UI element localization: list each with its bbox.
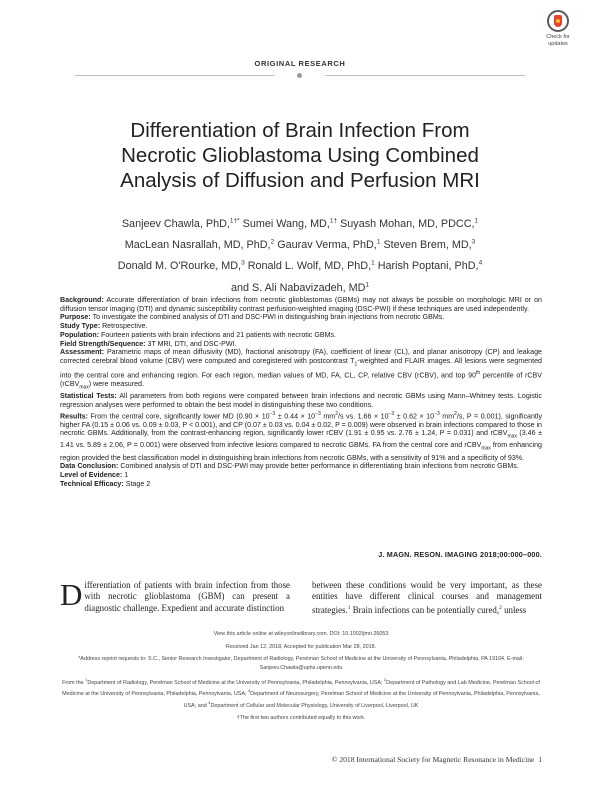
copyright: © 2018 International Society for Magnetic Resonance in Medicine: [331, 755, 535, 764]
divider-dot: [297, 73, 302, 78]
abstract-field-strength: Field Strength/Sequence: 3T MRI, DTI, and DSC-PWI.: [60, 339, 237, 348]
equal-contribution-note: †The first two authors contributed equally to this work.: [236, 714, 366, 721]
crossmark-icon: [547, 10, 569, 32]
author: Suyash Mohan, MD, PDCC,$^1$: [340, 217, 479, 230]
drop-cap: D: [60, 577, 83, 612]
section-label: ORIGINAL RESEARCH: [254, 59, 346, 68]
article-title: [40, 118, 560, 193]
abstract-study-type: Study Type: Retrospective.: [60, 322, 148, 331]
body-column-left: Differentiation of patients with brain infection from those with necrotic glioblastoma (GBM) can present a diagnostic challenge. Expedient and accurate distinction: [60, 577, 290, 613]
author: Sanjeev Chawla, PhD,$^{1\dagger*}$: [121, 217, 240, 230]
affiliations-note: From the $^1$Department of Radiology, Perelman School of Medicine at the University of Pennsylvania, Philadelphia, Pennsylvania, USA; $^2$Department of Pathology and Lab Medicine, Perelman School of Medicine at the University of Pennsylvania, Philadelphia, Pennsylvania, USA; $^3$Department of Neurosurgery, Perelman School of Medicine at the University of Pennsylvania, Philadelphia, Pennsylvania, USA; and $^4$Department of Cellular and Molecular Physiology, University of Liverpool, Liverpool, UK: [62, 677, 540, 709]
page-footer: [300, 755, 542, 764]
doi-note: View this article online at wileyonlinelibrary.com. DOI: 10.1002/jmri.26053: [213, 631, 389, 637]
address-note: *Address reprint requests to: S.C., Senior Research Investigator, Department of Radiology, Perelman School of Medicine at the University of Pennsylvania, Philadelphia, PA 19104. E-mail: Sanjeev.Chawla@uphs.upenn.edu: [78, 656, 524, 671]
title-line: Differentiation of Brain Infection From: [130, 119, 470, 142]
abstract-population: Population: Fourteen patients with brain infections and 21 patients with necrotic GBMs.: [60, 330, 337, 339]
author: Ronald L. Wolf, MD, PhD,$^1$: [247, 259, 375, 273]
divider: [325, 75, 525, 76]
badge-label: Check for updates: [546, 34, 570, 47]
title-line: Necrotic Glioblastoma Using Combined: [121, 144, 479, 167]
abstract-background: Background: Accurate differentiation of brain infections from necrotic glioblastomas (GBMs) may not always be possible on morphologic MRI or on diffusion tensor imaging (DTI) and dynamic susceptibility contrast perfusion-weighted imaging (DSC-PWI) if these techniques are used independently.: [60, 296, 542, 313]
author: Harish Poptani, PhD,$^4$: [377, 259, 483, 273]
check-for-updates-badge[interactable]: [538, 10, 578, 56]
abstract-statistical-tests: Statistical Tests: All parameters from both regions were compared between brain infections and necrotic GBMs using Mann–Whitney tests. Logistic regression analyses were performed to obtain the best model in distinguishing these two conditions.: [60, 392, 542, 409]
received-note: Received Jan 12, 2018, Accepted for publication Mar 28, 2018.: [225, 643, 377, 650]
abstract-purpose: Purpose: To investigate the combined analysis of DTI and DSC-PWI in distinguishing brain injections from necrotic GBMs.: [60, 313, 445, 322]
footnotes: [60, 630, 542, 726]
abstract-assessment: Assessment: Parametric maps of mean diffusivity (MD), fractional anisotropy (FA), coefficient of linear (CL), and planar anisotropy (CP) and leakage corrected cerebral blood volume (CBV) were computed and coregistered with postcontrast $T_1$-weighted and FLAIR images. All lesions were segmented into the central core and enhancing region. For each region, median values of MD, FA, CL, CP, relative CBV (rCBV), and top 90th percentile of rCBV (rCBV$_{max}$) were measured.: [60, 348, 542, 391]
abstract-efficacy: Technical Efficacy: Stage 2: [60, 479, 151, 488]
author: MacLean Nasrallah, MD, PhD,$^2$: [124, 238, 275, 251]
author-list: [80, 212, 520, 298]
body-column-right: between these conditions would be very important, as these entities have different clinical courses and management strategies.$^1$ Brain infections can be potentially cured,$^2$ unless: [312, 580, 542, 615]
author: Gaurav Verma, PhD,$^1$: [277, 238, 381, 251]
author: and S. Ali Nabavizadeh, $MD^1$: [230, 281, 370, 294]
abstract: [60, 296, 542, 488]
divider: [75, 75, 275, 76]
title-line: Analysis of Diffusion and Perfusion MRI: [120, 169, 480, 192]
page-number: 1: [538, 755, 542, 764]
author: Sumei Wang, MD,$^{1\dagger}$: [242, 217, 338, 230]
abstract-results: Results: From the central core, significantly lower MD ($0.90 \times 10^{-3} \pm 0.44 \times 10^{-3}$ $mm^2/s$ vs. $1.66 \times 10^{-3} \pm 0.62 \times 10^{-3}$ $mm^2/s$, P = 0.001), significantly higher FA (0.15 ± 0.06 vs. 0.09 ± 0.03, P < 0.001), and CP (0.07 ± 0.03 vs. 0.04 ± 0.02, P = 0.009) were observed in brain infections compared to those in necrotic GBMs. Additionally, from the contrast-enhancing region, significantly lower rCBV (1.91 ± 0.95 vs. 2.76 ± 1.24, P = 0.031) and rCBV$_{max}$ (3.46 ± 1.41 vs. 5.89 ± 2.06, P = 0.001) were observed from infective lesions compared to necrotic GBMs. FA from the central core and rCBV$_{max}$ from enhancing region provided the best classification model in distinguishing brain infections from necrotic GBMs, with a sensitivity of 91% and a specificity of 93%.: [60, 410, 542, 462]
author: Steven Brem, MD,$^3$: [383, 238, 476, 251]
journal-citation: J. MAGN. RESON. IMAGING 2018;00:000–000.: [378, 550, 542, 559]
abstract-evidence: Level of Evidence: 1: [60, 471, 129, 479]
author: Donald M. O'Rourke, MD,$^3$: [117, 259, 245, 273]
abstract-conclusion: Data Conclusion: Combined analysis of DTI and DSC-PWI may provide better performance in differentiating brain infections from necrotic GBMs.: [60, 462, 519, 471]
